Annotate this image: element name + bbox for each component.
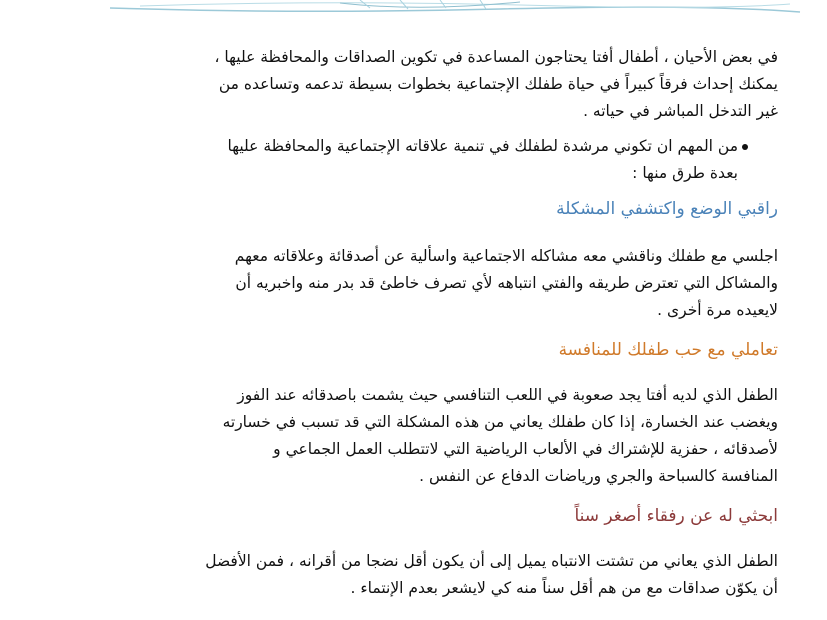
bullet-item [70,133,778,187]
text-line: من المهم ان تكوني مرشدة لطفلك في تنمية علاقاته الإجتماعية والمحافظة عليها [227,137,738,155]
text-line: لأصدقائه ، حفزية للإشتراك في الألعاب الرياضية التي لاتتطلب العمل الجماعي و [273,440,778,458]
text-line: بعدة طرق منها : [632,164,738,182]
bullet-icon [742,144,748,150]
text-line: الطفل الذي لديه أفتا يجد صعوبة في اللعب التنافسي حيث يشمت باصدقائه عند الفوز [237,386,778,404]
section-heading-competition: تعاملي مع حب طفلك للمنافسة [558,340,778,360]
section-paragraph-competition [70,382,778,490]
decorative-header-swirl [0,0,827,22]
section-paragraph-observe [70,243,778,324]
document-page [70,44,778,602]
text-line: يمكنك إحداث فرقاً كبيراً في حياة طفلك الإجتماعية بخطوات بسيطة تدعمه وتساعده من [218,75,778,93]
text-line: غير التدخل المباشر في حياته . [583,102,778,120]
text-line: والمشاكل التي تعترض طريقه والفتي انتباهه لأي تصرف خاطئ قد بدر منه واخبريه أن [235,274,778,292]
text-line: ويغضب عند الخسارة، إذا كان طفلك يعاني من هذه المشكلة التي قد تسبب في خسارته [222,413,778,431]
section-paragraph-younger-friends [70,548,778,602]
text-line: أن يكوّن صداقات مع من هم أقل سناً منه كي لايشعر بعدم الإنتماء . [350,579,778,597]
text-line: لايعيده مرة أخرى . [657,301,778,319]
text-line: اجلسي مع طفلك وناقشي معه مشاكله الاجتماعية واسألية عن أصدقائة وعلاقاته معهم [234,247,778,265]
text-line: في بعض الأحيان ، أطفال أفتا يحتاجون المساعدة في تكوين الصداقات والمحافظة عليها ، [214,48,778,66]
text-line: المنافسة كالسباحة والجري ورياضات الدفاع عن النفس . [419,467,778,485]
intro-paragraph [70,44,778,125]
section-heading-younger-friends: ابحثي له عن رفقاء أصغر سناً [574,506,778,526]
section-heading-observe: راقبي الوضع واكتشفي المشكلة [556,199,778,219]
text-line: الطفل الذي يعاني من تشتت الانتباه يميل إلى أن يكون أقل نضجا من أقرانه ، فمن الأفضل [205,552,778,570]
